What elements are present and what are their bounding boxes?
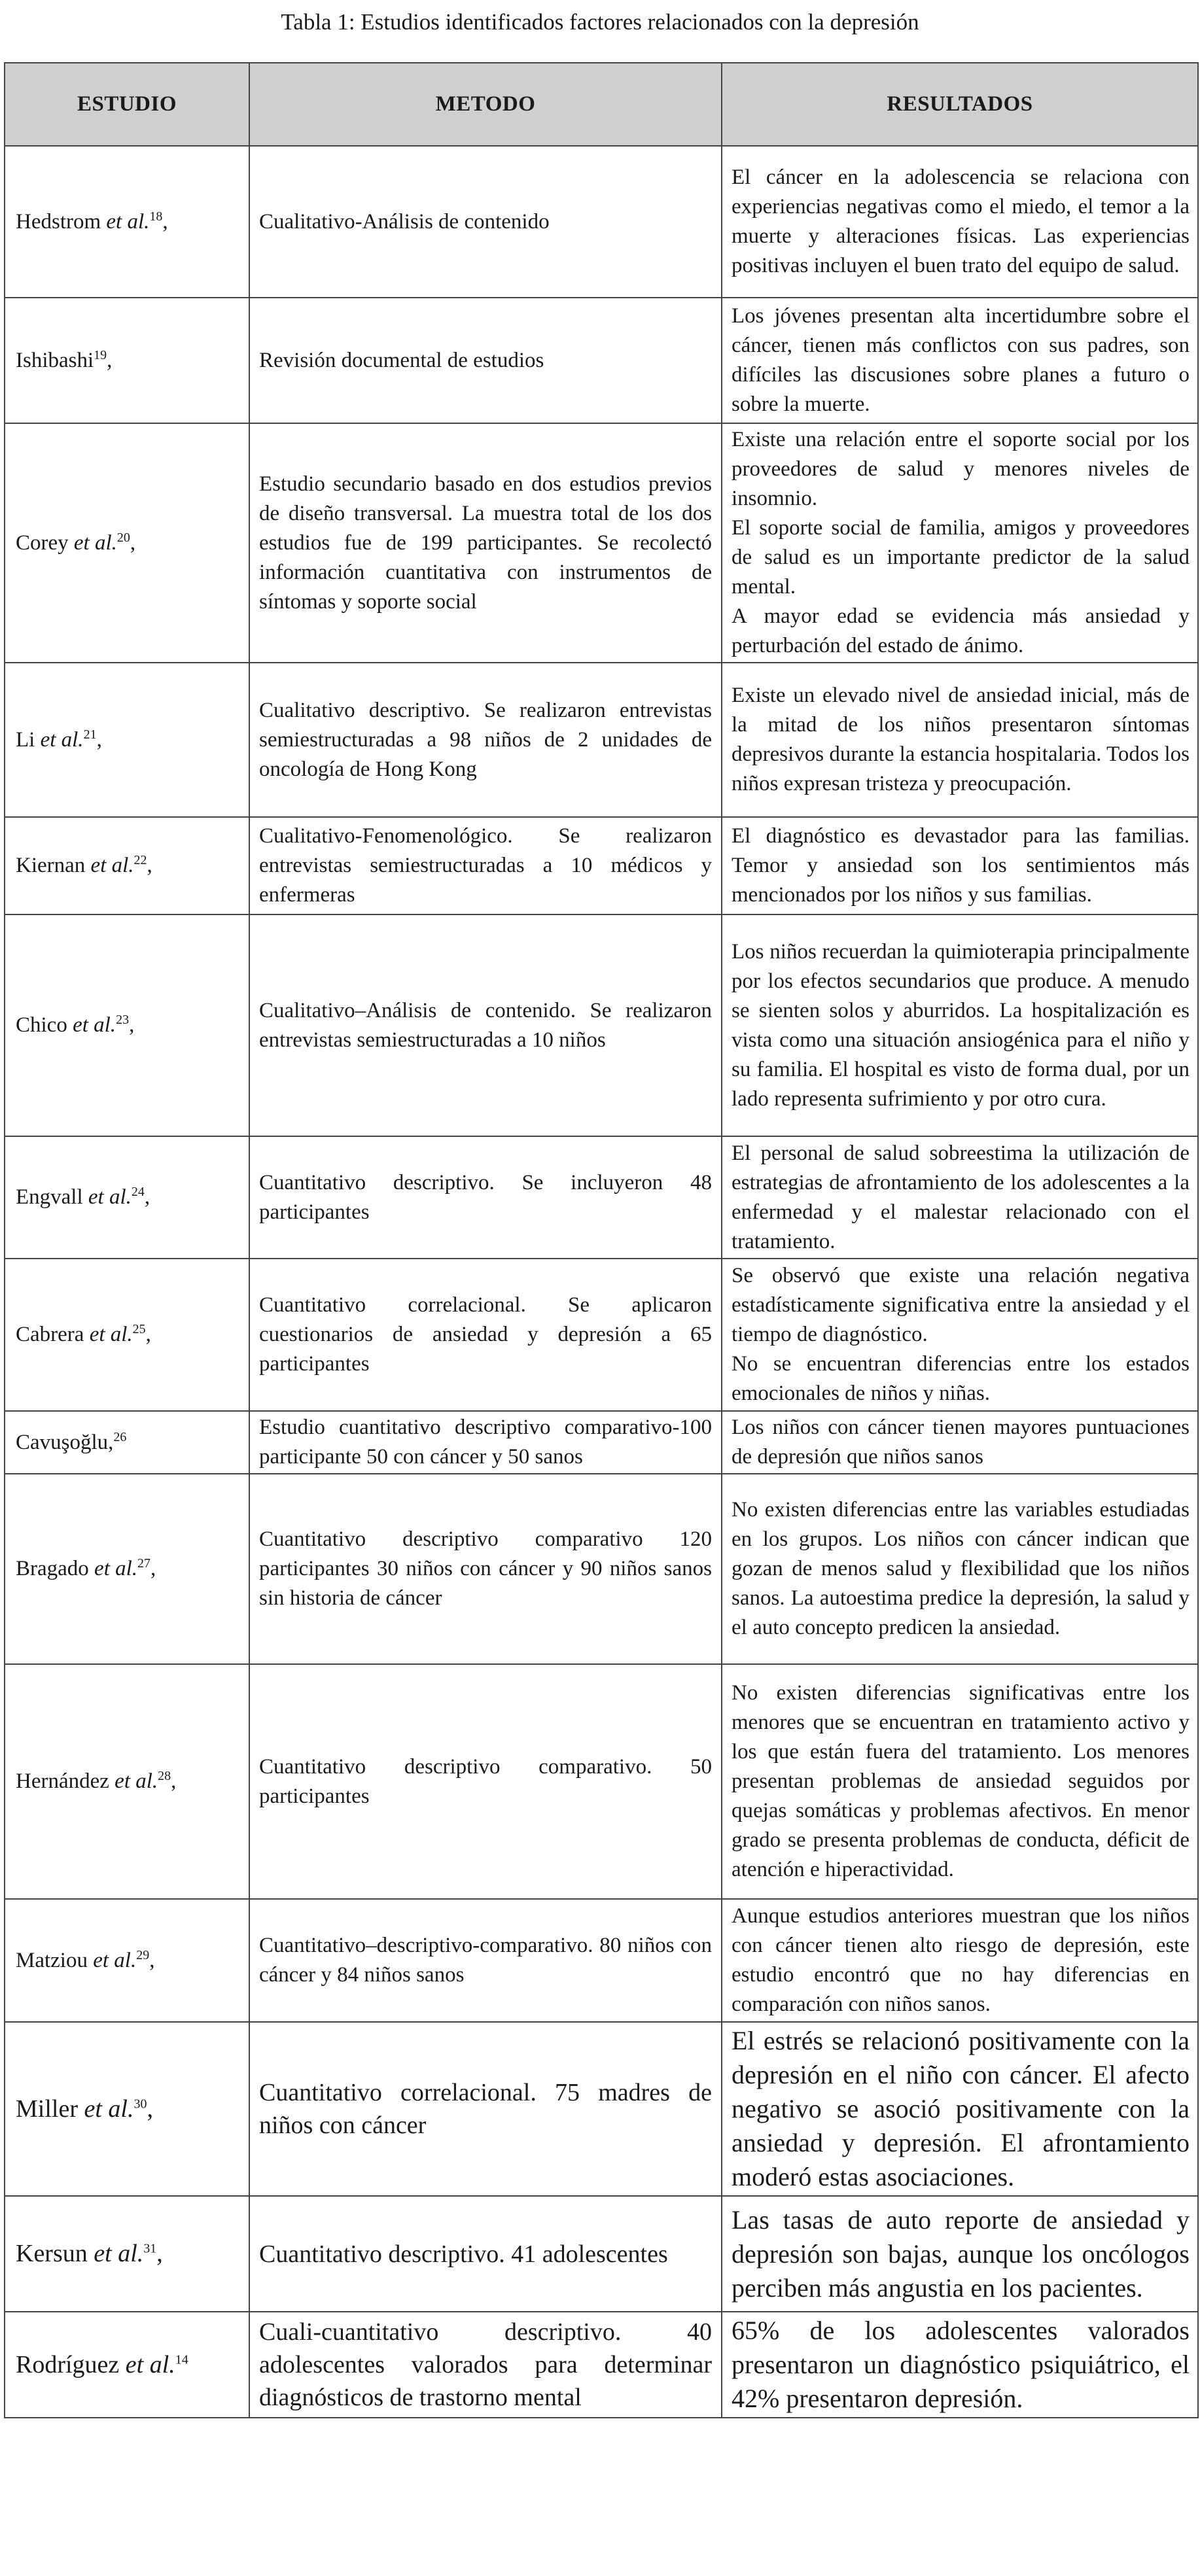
method-cell: Cualitativo descriptivo. Se realizaron entrevistas semiestructuradas a 98 niños de 2 unidades de oncología de Hong Kong: [249, 663, 722, 817]
study-punctuation: ,: [145, 1323, 151, 1346]
results-cell: [722, 2022, 1198, 2196]
study-reference: 29: [136, 1947, 150, 1962]
results-cell: [722, 2312, 1198, 2418]
study-et-al: et al.: [90, 854, 134, 877]
results-paragraph: No existen diferencias entre las variables estudiadas en los grupos. Los niños con cáncer indican que gozan de menos salud y flexibilidad que los niños sanos. La autoestima predice la depresión, la salud y el auto concepto predicen la ansiedad.: [732, 1498, 1190, 1639]
results-cell: [722, 914, 1198, 1136]
study-author: Ishibashi: [16, 348, 94, 372]
table-row: [5, 1899, 1198, 2022]
table-row: [5, 1664, 1198, 1899]
study-punctuation: ,: [147, 854, 152, 877]
study-et-al: et al.: [40, 727, 84, 752]
study-et-al: et al.: [73, 1013, 116, 1037]
study-punctuation: ,: [96, 727, 102, 752]
study-punctuation: ,: [129, 1013, 135, 1037]
study-et-al: et al.: [88, 1185, 132, 1209]
study-cell: [5, 817, 249, 914]
table-row: [5, 914, 1198, 1136]
method-cell: Estudio secundario basado en dos estudios previos de diseño transversal. La muestra total de los dos estudios fue de 199 participantes. Se recolectó información cuantitativa con instrumentos de síntomas y soporte social: [249, 423, 722, 663]
results-paragraph: No se encuentran diferencias entre los estados emocionales de niños y niñas.: [732, 1352, 1190, 1405]
study-author: Chico: [16, 1013, 73, 1037]
table-row: [5, 298, 1198, 423]
study-reference: 14: [175, 2352, 188, 2367]
study-punctuation: ,: [162, 209, 168, 234]
results-paragraph: Los niños recuerdan la quimioterapia principalmente por los efectos secundarios que produce. A menudo se sienten solos y aburridos. La hospitalización es vista como una situación ansiogénica para el niño y su familia. El hospital es visto de forma dual, por un lado representa sufrimiento y por otro cura.: [732, 939, 1190, 1111]
results-paragraph: Los niños con cáncer tienen mayores puntuaciones de depresión que niños sanos: [732, 1416, 1190, 1469]
study-punctuation: ,: [144, 1185, 150, 1209]
table-row: [5, 2022, 1198, 2196]
study-punctuation: ,: [130, 531, 136, 555]
results-paragraph: El estrés se relacionó positivamente con la depresión en el niño con cáncer. El afecto negativo se asoció positivamente con la ansiedad y depresión. El afrontamiento moderó estas asociaciones.: [732, 2026, 1190, 2191]
study-cell: [5, 2196, 249, 2312]
results-cell: [722, 1136, 1198, 1259]
study-author: Cavuşoğlu,: [16, 1430, 114, 1454]
table-row: [5, 2196, 1198, 2312]
study-reference: 31: [143, 2241, 157, 2256]
study-reference: 28: [158, 1769, 171, 1783]
study-cell: [5, 423, 249, 663]
method-cell: Cuantitativo correlacional. Se aplicaron cuestionarios de ansiedad y depresión a 65 participantes: [249, 1259, 722, 1411]
study-punctuation: ,: [147, 2095, 153, 2123]
study-cell: [5, 2312, 249, 2418]
study-author: Hernández: [16, 1769, 115, 1793]
table-row: [5, 1474, 1198, 1664]
results-paragraph: Existe un elevado nivel de ansiedad inicial, más de la mitad de los niños presentaron síntomas depresivos durante la estancia hospitalaria. Todos los niños expresan tristeza y preocupación.: [732, 684, 1190, 795]
study-punctuation: ,: [171, 1769, 177, 1793]
method-cell: Cualitativo–Análisis de contenido. Se realizaron entrevistas semiestructuradas a 10 niños: [249, 914, 722, 1136]
results-paragraph: Aunque estudios anteriores muestran que los niños con cáncer tienen alto riesgo de depresión, este estudio encontró que no hay diferencias en comparación con niños sanos.: [732, 1904, 1190, 2016]
results-cell: [722, 1664, 1198, 1899]
study-cell: [5, 914, 249, 1136]
method-cell: Estudio cuantitativo descriptivo comparativo-100 participante 50 con cáncer y 50 sanos: [249, 1411, 722, 1474]
results-paragraph: No existen diferencias significativas entre los menores que se encuentran en tratamiento activo y los que están fuera del tratamiento. Los menores presentan problemas de ansiedad seguidos por quejas somáticas y problemas afectivos. En menor grado se presenta problemas de conducta, déficit de atención e hiperactividad.: [732, 1681, 1190, 1881]
results-paragraph: El personal de salud sobreestima la utilización de estrategias de afrontamiento de los adolescentes a la enfermedad y el malestar relacionado con el tratamiento.: [732, 1141, 1190, 1253]
study-punctuation: ,: [107, 348, 113, 372]
study-cell: [5, 146, 249, 298]
results-paragraph: Existe una relación entre el soporte social por los proveedores de salud y menores niveles de insomnio.: [732, 428, 1190, 510]
study-et-al: et al.: [106, 209, 150, 234]
table-row: [5, 423, 1198, 663]
method-cell: Cuali-cuantitativo descriptivo. 40 adolescentes valorados para determinar diagnósticos de trastorno mental: [249, 2312, 722, 2418]
method-cell: Cualitativo-Análisis de contenido: [249, 146, 722, 298]
table-row: [5, 817, 1198, 914]
study-reference: 25: [132, 1322, 146, 1336]
study-reference: 26: [113, 1429, 127, 1444]
results-cell: [722, 1899, 1198, 2022]
table-row: [5, 663, 1198, 817]
table-row: [5, 146, 1198, 298]
results-cell: [722, 1474, 1198, 1664]
results-paragraph: 65% de los adolescentes valorados presentaron un diagnóstico psiquiátrico, el 42% presentaron depresión.: [732, 2316, 1190, 2413]
method-cell: Cuantitativo descriptivo comparativo 120 participantes 30 niños con cáncer y 90 niños sanos sin historia de cáncer: [249, 1474, 722, 1664]
results-cell: [722, 298, 1198, 423]
study-author: Bragado: [16, 1557, 95, 1580]
header-results: RESULTADOS: [722, 63, 1198, 146]
results-cell: [722, 146, 1198, 298]
results-cell: [722, 423, 1198, 663]
results-cell: [722, 663, 1198, 817]
study-author: Kiernan: [16, 854, 91, 877]
table-row: [5, 2312, 1198, 2418]
results-paragraph: El diagnóstico es devastador para las familias. Temor y ansiedad son los sentimientos más mencionados por los niños y sus familias.: [732, 824, 1190, 907]
study-et-al: et al.: [89, 1323, 133, 1346]
study-cell: [5, 1259, 249, 1411]
results-cell: [722, 817, 1198, 914]
study-cell: [5, 1411, 249, 1474]
method-cell: Cuantitativo descriptivo. 41 adolescentes: [249, 2196, 722, 2312]
study-reference: 18: [149, 209, 163, 224]
study-cell: [5, 2022, 249, 2196]
method-cell: Cuantitativo–descriptivo-comparativo. 80 niños con cáncer y 84 niños sanos: [249, 1899, 722, 2022]
study-cell: [5, 1664, 249, 1899]
table-row: [5, 1411, 1198, 1474]
results-paragraph: El soporte social de familia, amigos y proveedores de salud es un importante predictor de la salud mental.: [732, 516, 1190, 599]
study-cell: [5, 298, 249, 423]
study-author: Miller: [16, 2095, 84, 2123]
study-et-al: et al.: [93, 1948, 137, 1972]
study-author: Li: [16, 727, 41, 752]
results-cell: [722, 2196, 1198, 2312]
method-cell: Revisión documental de estudios: [249, 298, 722, 423]
study-author: Corey: [16, 531, 74, 555]
study-author: Engvall: [16, 1185, 88, 1209]
results-paragraph: Los jóvenes presentan alta incertidumbre sobre el cáncer, tienen más conflictos con sus padres, son difíciles las discusiones sobre planes a futuro o sobre la muerte.: [732, 304, 1190, 416]
method-cell: Cuantitativo descriptivo. Se incluyeron 48 participantes: [249, 1136, 722, 1259]
study-cell: [5, 1474, 249, 1664]
study-author: Kersun: [16, 2240, 94, 2267]
study-punctuation: ,: [149, 1948, 155, 1972]
studies-table: [4, 62, 1199, 2418]
study-reference: 23: [116, 1013, 130, 1027]
results-cell: [722, 1259, 1198, 1411]
table-body: [5, 146, 1198, 2418]
results-paragraph: Las tasas de auto reporte de ansiedad y depresión son bajas, aunque los oncólogos perciben más angustia en los pacientes.: [732, 2204, 1190, 2303]
study-et-al: et al.: [125, 2350, 175, 2378]
study-et-al: et al.: [73, 531, 117, 555]
method-cell: Cuantitativo correlacional. 75 madres de niños con cáncer: [249, 2022, 722, 2196]
study-reference: 19: [94, 347, 107, 362]
study-reference: 20: [116, 530, 130, 545]
study-et-al: et al.: [94, 1557, 138, 1580]
table-caption: Tabla 1: Estudios identificados factores relacionados con la depresión: [281, 9, 919, 35]
header-study: ESTUDIO: [5, 63, 249, 146]
study-reference: 24: [131, 1185, 145, 1199]
study-punctuation: ,: [150, 1557, 156, 1580]
method-cell: Cuantitativo descriptivo comparativo. 50 participantes: [249, 1664, 722, 1899]
header-method: METODO: [249, 63, 722, 146]
study-author: Rodríguez: [16, 2350, 126, 2378]
study-author: Hedstrom: [16, 209, 107, 234]
table-row: [5, 1136, 1198, 1259]
study-cell: [5, 1136, 249, 1259]
results-cell: [722, 1411, 1198, 1474]
results-paragraph: El cáncer en la adolescencia se relaciona con experiencias negativas como el miedo, el temor a la muerte y alteraciones físicas. Las experiencias positivas incluyen el buen trato del equipo de salud.: [732, 165, 1190, 277]
study-reference: 22: [133, 853, 147, 867]
study-cell: [5, 1899, 249, 2022]
study-reference: 30: [133, 2096, 147, 2111]
study-reference: 27: [137, 1556, 151, 1571]
results-paragraph: A mayor edad se evidencia más ansiedad y perturbación del estado de ánimo.: [732, 604, 1190, 657]
study-et-al: et al.: [84, 2095, 134, 2123]
study-cell: [5, 663, 249, 817]
study-author: Cabrera: [16, 1323, 90, 1346]
table-row: [5, 1259, 1198, 1411]
study-reference: 21: [83, 727, 97, 742]
study-et-al: et al.: [115, 1769, 158, 1793]
method-cell: Cualitativo-Fenomenológico. Se realizaron entrevistas semiestructuradas a 10 médicos y enfermeras: [249, 817, 722, 914]
study-et-al: et al.: [94, 2240, 144, 2267]
study-author: Matziou: [16, 1948, 94, 1972]
table-header-row: [5, 63, 1198, 146]
study-punctuation: ,: [156, 2240, 163, 2267]
results-paragraph: Se observó que existe una relación negativa estadísticamente significativa entre la ansiedad y el tiempo de diagnóstico.: [732, 1264, 1190, 1346]
